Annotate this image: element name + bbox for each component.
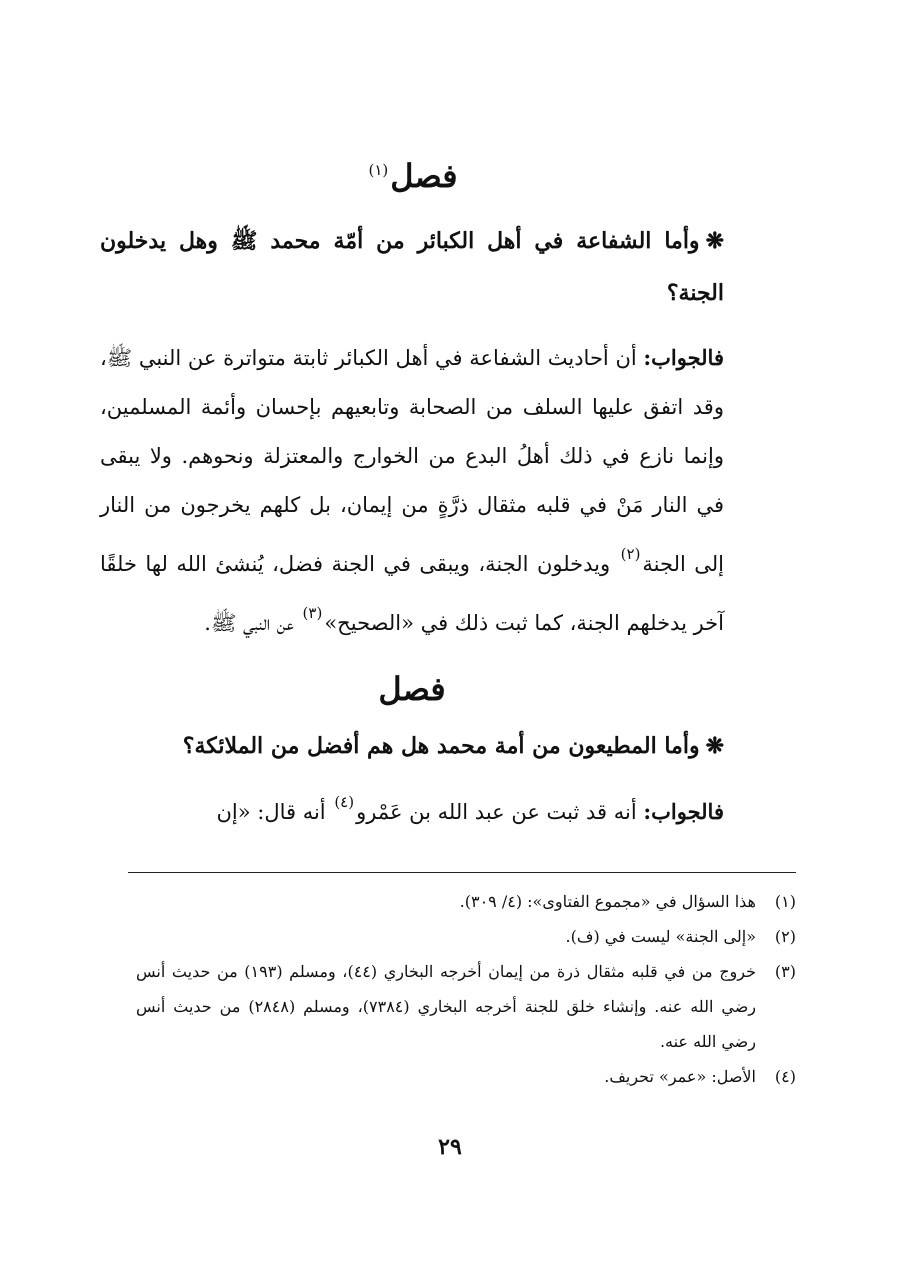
answer-lead: فالجواب: xyxy=(643,345,724,370)
answer-text: ويدخلون الجنة، ويبقى في الجنة فضل، يُنشئ الله لها خلقًا آخر يدخلهم الجنة، كما ثبت ذلك في «الصحيح» xyxy=(100,552,724,635)
footnote xyxy=(136,919,796,954)
asterism-icon: ❋ xyxy=(705,228,724,254)
page-body xyxy=(100,145,724,837)
footnote-text: خروج من في قلبه مثقال ذرة من إيمان أخرجه البخاري (٤٤)، ومسلم (١٩٣) من حديث أنس رضي الله عنه. وإنشاء خلق للجنة أخرجه البخاري (٧٣٨٤)، ومسلم (٢٨٤٨) من حديث أنس رضي الله عنه. xyxy=(136,962,757,1051)
footnote-text: هذا السؤال في «مجموع الفتاوى»: (٤/ ٣٠٩). xyxy=(459,892,756,911)
heading-text: فصل xyxy=(390,157,458,195)
footnote-ref: (٢) xyxy=(620,545,641,563)
asterism-icon: ❋ xyxy=(705,733,724,759)
answer-text: عن النبي ﷺ. xyxy=(204,611,301,635)
question-text: وأما الشفاعة في أهل الكبائر من أمّة محمد ﷺ وهل يدخلون الجنة؟ xyxy=(100,228,724,306)
footnote-text: «إلى الجنة» ليست في (ف). xyxy=(565,927,756,946)
answer-lead: فالجواب: xyxy=(643,799,724,824)
answer-text: أن أحاديث الشفاعة في أهل الكبائر ثابتة متواترة عن النبي ﷺ، وقد اتفق عليها السلف من الصحابة وتابعيهم بإحسان وأئمة المسلمين، وإنما نازع في ذلك أهلُ البدع من الخوارج والمعتزلة ونحوهم. ولا يبقى في النار مَنْ في قلبه مثقال ذرَّةٍ من إيمان، بل كلهم يخرجون من النار إلى الجنة xyxy=(100,346,725,576)
footnote-ref: (٤) xyxy=(334,793,355,811)
footnote xyxy=(136,1059,796,1094)
heading-text: فصل xyxy=(378,670,446,708)
footnote xyxy=(136,884,796,919)
footnote-ref: (١) xyxy=(368,161,389,179)
answer-text: أنه قد ثبت عن عبد الله بن عَمْرو xyxy=(356,800,644,824)
answer-paragraph xyxy=(100,778,724,837)
footnote-number: (١) xyxy=(774,892,796,911)
footnote-ref: (٣) xyxy=(302,604,323,622)
answer-paragraph xyxy=(100,333,724,648)
footnote xyxy=(136,954,796,1059)
footnote-divider xyxy=(128,872,796,873)
footnote-number: (٣) xyxy=(774,962,796,981)
footnote-number: (٢) xyxy=(774,927,796,946)
answer-text: أنه قال: «إن xyxy=(216,800,333,824)
footnote-number: (٤) xyxy=(774,1067,796,1086)
section-heading xyxy=(100,145,724,201)
footnotes xyxy=(136,884,796,1094)
page-number: ٢٩ xyxy=(438,1134,462,1160)
footnote-text: الأصل: «عمر» تحريف. xyxy=(604,1067,756,1086)
question-paragraph xyxy=(100,215,724,319)
question-text: وأما المطيعون من أمة محمد هل هم أفضل من الملائكة؟ xyxy=(182,733,700,759)
question-paragraph xyxy=(100,720,724,772)
section-heading xyxy=(100,664,724,714)
